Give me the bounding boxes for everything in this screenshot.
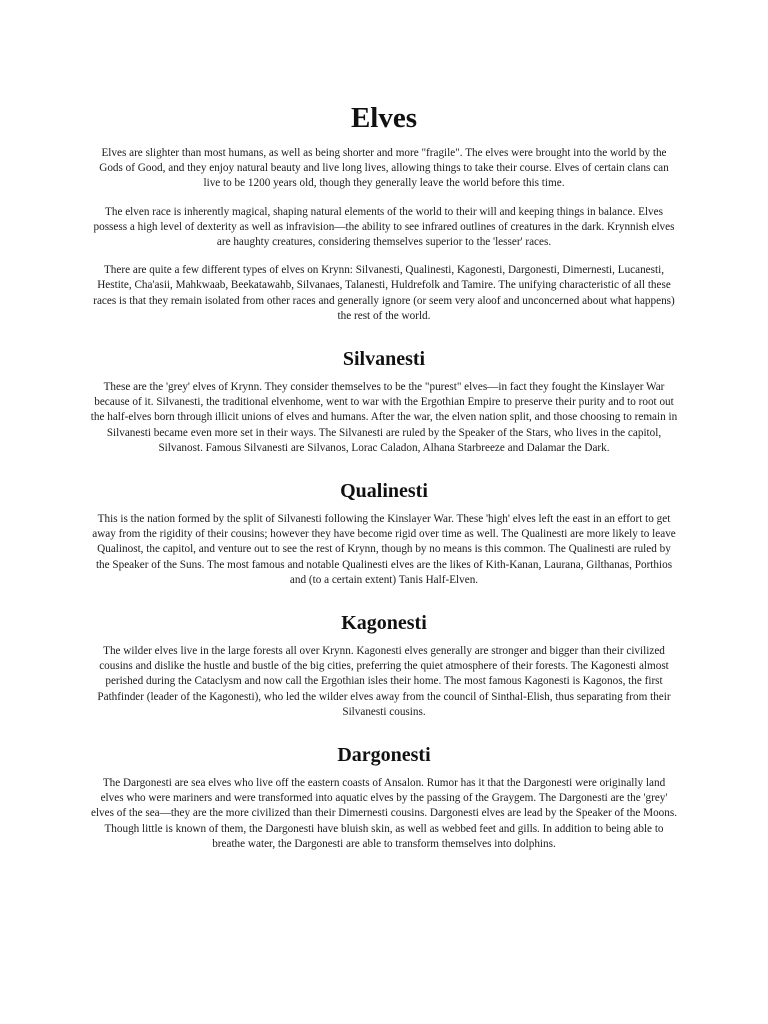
document-page [90, 100, 678, 852]
intro-paragraph-3: There are quite a few different types of elves on Krynn: Silvanesti, Qualinesti, Kagonesti, Dargonesti, Dimernesti, Lucanesti, Hestite, Cha'asii, Mahkwaab, Beekatawahb, Silvanaes, Talanesti, Huldrefolk and Tamire. The unifying characteristic of all these races is that they remain isolated from other races and generally ignore (or seem very aloof and unconcerned about what happens) the rest of the world. [93, 264, 675, 322]
section-heading-qualinesti: Qualinesti [340, 480, 428, 503]
page-title: Elves [350, 102, 418, 134]
intro-paragraph-1: Elves are slighter than most humans, as well as being shorter and more "fragile". The elves were brought into the world by the Gods of Good, and they enjoy natural beauty and live long lives, allowing things to take their course. Elves of certain clans can live to be 1200 years old, though they generally leave the world before this time. [99, 147, 669, 190]
section-text-qualinesti: This is the nation formed by the split of Silvanesti following the Kinslayer War. These 'high' elves left the east in an effort to get away from the rigidity of their cousins; however they have become rigid over time as well. The Qualinesti are more likely to leave Qualinost, the capitol, and venture out to see the rest of Krynn, though by no means is this common. The Qualinesti are ruled by the Speaker of the Suns. The most famous and notable Qualinesti elves are the likes of Kith-Kanan, Laurana, Gilthanas, Porthios and (to a certain extent) Tanis Half-Elven. [92, 513, 676, 586]
intro-paragraph-2: The elven race is inherently magical, shaping natural elements of the world to their will and keeping things in balance. Elves possess a high level of dexterity as well as infravision—the ability to see infrared outlines of creatures in the dark. Krynnish elves are haughty creatures, considering themselves superior to the 'lesser' races. [93, 205, 675, 249]
section-heading-kagonesti: Kagonesti [341, 612, 427, 635]
section-text-dargonesti: The Dargonesti are sea elves who live off the eastern coasts of Ansalon. Rumor has it that the Dargonesti were originally land elves who were mariners and were transformed into aquatic elves by the passing of the Graygem. The Dargonesti are the 'grey' elves of the sea—they are the more civilized than their Dimernesti cousins. Dargonesti elves are lead by the Speaker of the Moons. Though little is known of them, the Dargonesti have bluish skin, as well as webbed feet and gills. In addition to being able to breathe water, the Dargonesti are able to transform themselves into dolphins. [90, 777, 678, 850]
section-text-silvanesti: These are the 'grey' elves of Krynn. They consider themselves to be the "purest" elves—in fact they fought the Kinslayer War because of it. Silvanesti, the traditional elvenhome, went to war with the Ergothian Empire to preserve their purity and to root out the half-elves born through illicit unions of elves and humans. After the war, the elven nation split, and those choosing to remain in Silvanesti became even more set in their ways. The Silvanesti are ruled by the Speaker of the Stars, who lives in the capitol, Silvanost. Famous Silvanesti are Silvanos, Lorac Caladon, Alhana Starbreeze and Dalamar the Dark. [90, 381, 678, 454]
section-heading-silvanesti: Silvanesti [342, 348, 426, 371]
section-heading-dargonesti: Dargonesti [337, 744, 431, 767]
section-text-kagonesti: The wilder elves live in the large forests all over Krynn. Kagonesti elves generally are stronger and bigger than their civilized cousins and dislike the hustle and bustle of the big cities, preferring the quiet atmosphere of their forests. The Kagonesti almost perished during the Cataclysm and now call the Ergothian isles their home. The most famous Kagonesti is Kagonos, the first Pathfinder (leader of the Kagonesti), who led the wilder elves away from the council of Sinthal-Elish, thus separating from their Silvanesti cousins. [97, 645, 671, 718]
